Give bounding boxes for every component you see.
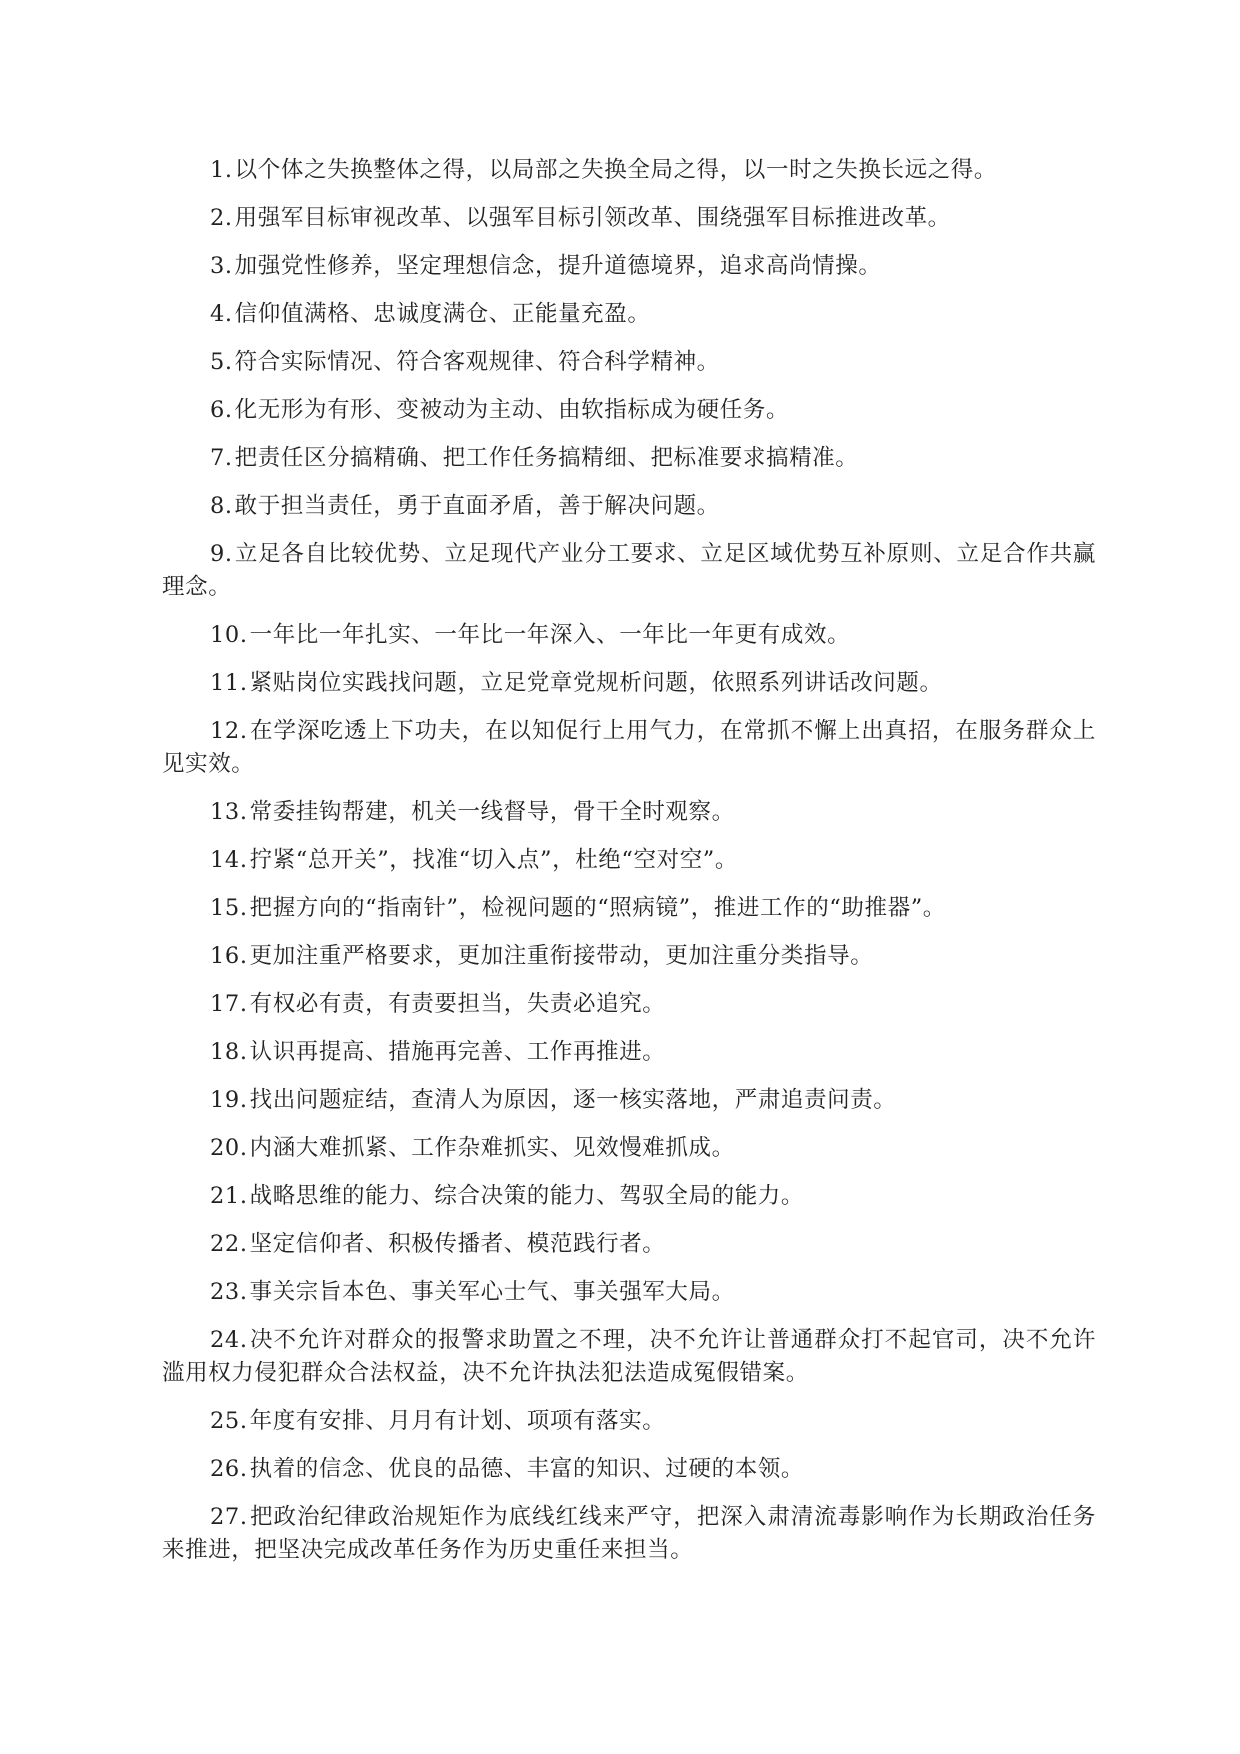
item-text: 执着的信念、优良的品德、丰富的知识、过硬的本领。: [249, 1456, 804, 1482]
item-number: 20.: [210, 1135, 248, 1161]
item-text: 坚定信仰者、积极传播者、模范践行者。: [249, 1231, 666, 1257]
list-item: [162, 154, 1096, 187]
list-item: [162, 1180, 1096, 1213]
item-number: 19.: [210, 1087, 248, 1113]
item-number: 9.: [210, 541, 233, 567]
item-number: 27.: [210, 1504, 248, 1530]
item-number: 21.: [210, 1183, 248, 1209]
item-text: 符合实际情况、符合客观规律、符合科学精神。: [234, 349, 720, 375]
item-number: 10.: [210, 622, 248, 648]
item-number: 22.: [210, 1231, 248, 1257]
item-text: 决不允许对群众的报警求助置之不理，决不允许让普通群众打不起官司，决不允许滥用权力侵犯群众合法权益，决不允许执法犯法造成冤假错案。: [162, 1327, 1096, 1386]
list-item: [162, 1084, 1096, 1117]
list-item: [162, 940, 1096, 973]
list-item: [162, 1324, 1096, 1390]
item-text: 战略思维的能力、综合决策的能力、驾驭全局的能力。: [249, 1183, 804, 1209]
item-text: 化无形为有形、变被动为主动、由软指标成为硬任务。: [234, 397, 790, 423]
item-number: 24.: [210, 1327, 248, 1353]
item-text: 年度有安排、月月有计划、项项有落实。: [249, 1408, 666, 1434]
item-number: 1.: [210, 157, 233, 183]
list-item: [162, 1036, 1096, 1069]
item-number: 8.: [210, 493, 233, 519]
item-text: 认识再提高、措施再完善、工作再推进。: [249, 1039, 666, 1065]
item-text: 更加注重严格要求，更加注重衔接带动，更加注重分类指导。: [249, 943, 874, 969]
item-text: 把责任区分搞精确、把工作任务搞精细、把标准要求搞精准。: [234, 445, 859, 471]
list-item: [162, 1453, 1096, 1486]
item-number: 14.: [210, 847, 248, 873]
item-text: 敢于担当责任，勇于直面矛盾，善于解决问题。: [234, 493, 720, 519]
item-number: 3.: [210, 253, 233, 279]
item-number: 5.: [210, 349, 233, 375]
item-text: 一年比一年扎实、一年比一年深入、一年比一年更有成效。: [249, 622, 851, 648]
item-text: 内涵大难抓紧、工作杂难抓实、见效慢难抓成。: [249, 1135, 735, 1161]
item-text: 把政治纪律政治规矩作为底线红线来严守，把深入肃清流毒影响作为长期政治任务来推进，把坚决完成改革任务作为历史重任来担当。: [162, 1504, 1096, 1563]
item-text: 紧贴岗位实践找问题，立足党章党规析问题，依照系列讲话改问题。: [249, 670, 943, 696]
list-item: [162, 202, 1096, 235]
list-item: [162, 892, 1096, 925]
item-text: 在学深吃透上下功夫，在以知促行上用气力，在常抓不懈上出真招，在服务群众上见实效。: [162, 718, 1096, 777]
item-number: 12.: [210, 718, 248, 744]
list-item: [162, 442, 1096, 475]
item-text: 有权必有责，有责要担当，失责必追究。: [249, 991, 666, 1017]
item-number: 7.: [210, 445, 233, 471]
list-item: [162, 796, 1096, 829]
list-item: [162, 298, 1096, 331]
item-number: 2.: [210, 205, 233, 231]
item-number: 23.: [210, 1279, 248, 1305]
item-number: 25.: [210, 1408, 248, 1434]
list-item: [162, 1132, 1096, 1165]
item-number: 26.: [210, 1456, 248, 1482]
list-item: [162, 667, 1096, 700]
list-item: [162, 394, 1096, 427]
item-number: 11.: [210, 670, 248, 696]
list-item: [162, 715, 1096, 781]
item-text: 常委挂钩帮建，机关一线督导，骨干全时观察。: [249, 799, 735, 825]
list-item: [162, 490, 1096, 523]
list-item: [162, 1405, 1096, 1438]
document-body: [162, 154, 1096, 1582]
item-number: 4.: [210, 301, 233, 327]
item-text: 拧紧“总开关”，找准“切入点”，杜绝“空对空”。: [249, 847, 739, 873]
item-text: 用强军目标审视改革、以强军目标引领改革、围绕强军目标推进改革。: [234, 205, 951, 231]
item-text: 以个体之失换整体之得，以局部之失换全局之得，以一时之失换长远之得。: [234, 157, 997, 183]
list-item: [162, 250, 1096, 283]
item-text: 找出问题症结，查清人为原因，逐一核实落地，严肃追责问责。: [249, 1087, 897, 1113]
list-item: [162, 844, 1096, 877]
item-number: 18.: [210, 1039, 248, 1065]
item-number: 17.: [210, 991, 248, 1017]
list-item: [162, 988, 1096, 1021]
list-item: [162, 1501, 1096, 1567]
item-text: 把握方向的“指南针”，检视问题的“照病镜”，推进工作的“助推器”。: [249, 895, 946, 921]
list-item: [162, 346, 1096, 379]
item-number: 13.: [210, 799, 248, 825]
item-text: 加强党性修养，坚定理想信念，提升道德境界，追求高尚情操。: [234, 253, 882, 279]
item-number: 6.: [210, 397, 233, 423]
item-number: 15.: [210, 895, 248, 921]
list-item: [162, 1228, 1096, 1261]
item-text: 立足各自比较优势、立足现代产业分工要求、立足区域优势互补原则、立足合作共赢理念。: [162, 541, 1096, 600]
item-text: 信仰值满格、忠诚度满仓、正能量充盈。: [234, 301, 651, 327]
list-item: [162, 619, 1096, 652]
list-item: [162, 538, 1096, 604]
item-text: 事关宗旨本色、事关军心士气、事关强军大局。: [249, 1279, 735, 1305]
list-item: [162, 1276, 1096, 1309]
item-number: 16.: [210, 943, 248, 969]
